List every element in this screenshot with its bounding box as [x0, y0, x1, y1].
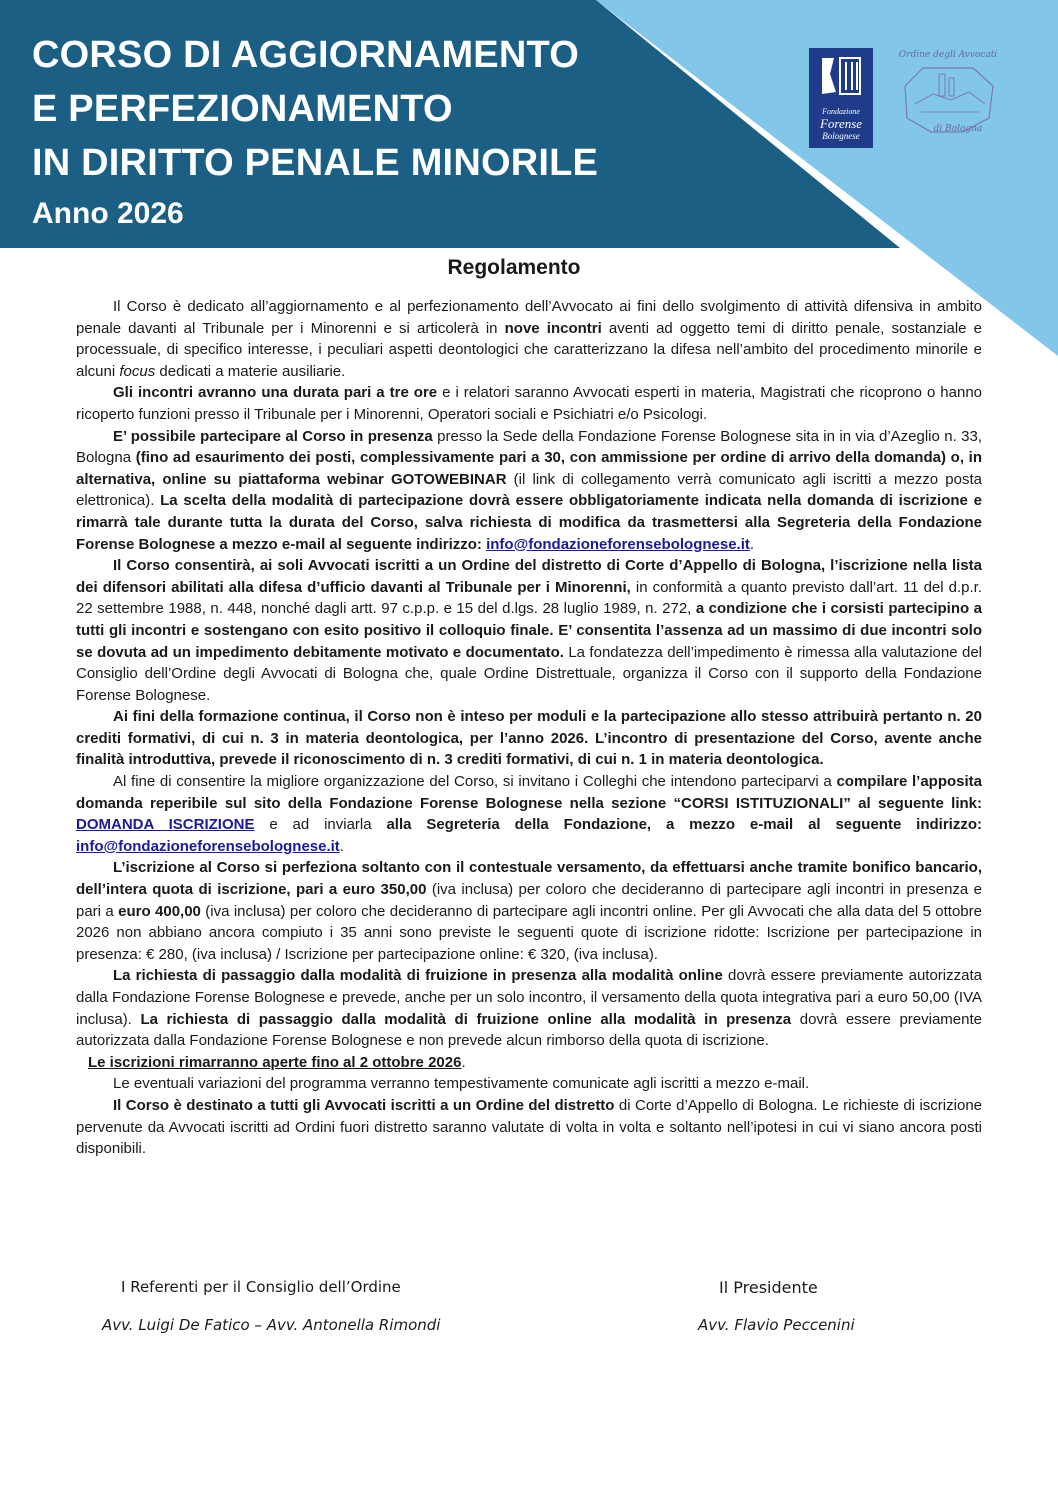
paragraph-6: Al fine di consentire la migliore organizzazione del Corso, si invitano i Colleghi che intendono parteciparvi a compilare l’apposita domanda reperibile sul sito della Fondazione Forense Bolognese nella sezione “CORSI ISTITUZIONALI” al seguente link: DOMANDA ISCRIZIONE e ad inviarla alla Segreteria della Fondazione, a mezzo e-mail al seguente indirizzo: info@fondazioneforensebolognese.it. — [76, 773, 983, 855]
domanda-iscrizione-link[interactable]: DOMANDA ISCRIZIONE — [76, 816, 255, 834]
title-year: Anno 2026 — [32, 197, 184, 230]
paragraph-9: Le iscrizioni rimarranno aperte fino al 2 ottobre 2026. — [88, 1053, 466, 1071]
paragraph-5: Ai fini della formazione continua, il Corso non è inteso per moduli e la partecipazione allo stesso attribuirà pertanto n. 20 crediti formativi, di cui n. 3 in materia deontologica, per l’anno 2026. L’incontro di presentazione del Corso, avente anche finalità introduttiva, prevede il riconoscimento di n. 3 crediti formativi, di cui n. 1 in materia deontologica. — [76, 708, 982, 769]
ordine-avvocati-seal — [893, 44, 1003, 144]
fondazione-forense-logo — [809, 48, 873, 148]
seal-text-bottom: di Bologna — [933, 124, 983, 134]
paragraph-4: Il Corso consentirà, ai soli Avvocati iscritti a un Ordine del distretto di Corte d’Appello di Bologna, l’iscrizione nella lista dei difensori abilitati alla difesa d’ufficio davanti al Tribunale per i Minorenni, in conformità a quanto previsto dall’art. 11 del d.p.r. 22 settembre 1988, n. 448, nonché dagli artt. 97 c.p.p. e 15 del d.lgs. 28 luglio 1989, n. 272, a condizione che i corsisti partecipino a tutti gli incontri e sostengano con esito positivo il colloquio finale. E’ consentita l’assenza ad un massimo di due incontri solo se dovuta ad un impedimento debitamente motivato e documentato. La fondatezza dell’impedimento è rimessa alla valutazione del Consiglio dell’Ordine degli Avvocati di Bologna che, quale Ordine Distrettuale, organizza il Corso con il supporto della Fondazione Forense Bolognese. — [76, 557, 983, 704]
title-line-1: CORSO DI AGGIORNAMENTO — [32, 34, 579, 76]
signature-left-title: I Referenti per il Consiglio dell’Ordine — [121, 1278, 401, 1296]
paragraph-8: La richiesta di passaggio dalla modalità di fruizione in presenza alla modalità online dovrà essere previamente autorizzata dalla Fondazione Forense Bolognese e prevede, anche per un solo incontro, il versamento della quota integrativa pari a euro 50,00 (IVA inclusa). La richiesta di passaggio dalla modalità di fruizione online alla modalità in presenza dovrà essere previamente autorizzata dalla Fondazione Forense Bolognese e non prevede alcun rimborso della quota di iscrizione. — [76, 967, 982, 1050]
seal-text-top: Ordine degli Avvocati — [898, 50, 998, 60]
signature-left-names: Avv. Luigi De Fatico – Avv. Antonella Rimondi — [102, 1316, 441, 1334]
header-title-block — [32, 28, 598, 236]
email-link[interactable]: info@fondazioneforensebolognese.it — [76, 837, 340, 855]
paragraph-3: E’ possibile partecipare al Corso in presenza presso la Sede della Fondazione Forense Bolognese sita in in via d’Azeglio n. 33, Bologna (fino ad esaurimento dei posti, complessivamente pari a 30, con ammissione per ordine di arrivo della domanda) o, in alternativa, online su piattaforma webinar GOTOWEBINAR (il link di collegamento verrà comunicato agli iscritti a mezzo posta elettronica). La scelta della modalità di partecipazione dovrà essere obbligatoriamente indicata nella domanda di iscrizione e rimarrà tale durante tutta la durata del Corso, salva richiesta di modifica da trasmettersi alla Segreteria della Fondazione Forense Bolognese a mezzo e-mail al seguente indirizzo: info@fondazioneforensebolognese.it. — [76, 427, 982, 553]
logo-text-bolognese: Bolognese — [822, 131, 860, 141]
logo-text-forense: Forense — [819, 116, 863, 131]
logo-text-fondazione: Fondazione — [822, 107, 860, 116]
email-link[interactable]: info@fondazioneforensebolognese.it — [486, 535, 750, 553]
document-heading: Regolamento — [447, 256, 581, 279]
fondazione-emblem-icon — [816, 54, 866, 98]
paragraph-10: Le eventuali variazioni del programma verranno tempestivamente comunicate agli iscritti a mezzo e-mail. — [113, 1075, 810, 1093]
paragraph-1: Il Corso è dedicato all’aggiornamento e al perfezionamento dell’Avvocato ai fini dello svolgimento di attività difensiva in ambito penale davanti al Tribunale per i Minorenni e si articolerà in nove incontri aventi ad oggetto temi di diritto penale, sostanziale e processuale, di specifico interesse, i peculiari aspetti deontologici che caratterizzano la difesa nell’ambito del procedimento minorile e alcuni focus dedicati a materie ausiliarie. — [76, 298, 982, 380]
regolamento-body — [76, 296, 982, 1160]
title-line-2: E PERFEZIONAMENTO — [32, 88, 453, 130]
paragraph-11: Il Corso è destinato a tutti gli Avvocati iscritti a un Ordine del distretto di Corte d’Appello di Bologna. Le richieste di iscrizione pervenute da Avvocati iscritti ad Ordini fuori distretto saranno valutate di volta in volta e soltanto nell’ipotesi in cui vi siano ancora posti disponibili. — [76, 1096, 982, 1158]
paragraph-7: L’iscrizione al Corso si perfeziona soltanto con il contestuale versamento, da effettuarsi anche tramite bonifico bancario, dell’intera quota di iscrizione, pari a euro 350,00 (iva inclusa) per coloro che decideranno di partecipare agli incontri in presenza e pari a euro 400,00 (iva inclusa) per coloro che decideranno di partecipare agli incontri online. Per gli Avvocati che alla data del 5 ottobre 2026 non abbiano ancora compiuto i 35 anni sono previste le seguenti quote di iscrizione ridotte: Iscrizione per partecipazione in presenza: € 280, (iva inclusa) / Iscrizione per partecipazione online: € 320, (iva inclusa). — [76, 859, 983, 963]
title-line-3: IN DIRITTO PENALE MINORILE — [32, 142, 599, 184]
paragraph-2: Gli incontri avranno una durata pari a tre ore e i relatori saranno Avvocati esperti in materia, Magistrati che ricoprono o hanno ricoperto funzioni presso il Tribunale per i Minorenni, Operatori sociali e Psichiatri e/o Psicologi. — [76, 384, 983, 423]
signature-right-name: Avv. Flavio Peccenini — [698, 1316, 855, 1334]
signature-right-title: Il Presidente — [719, 1278, 818, 1297]
